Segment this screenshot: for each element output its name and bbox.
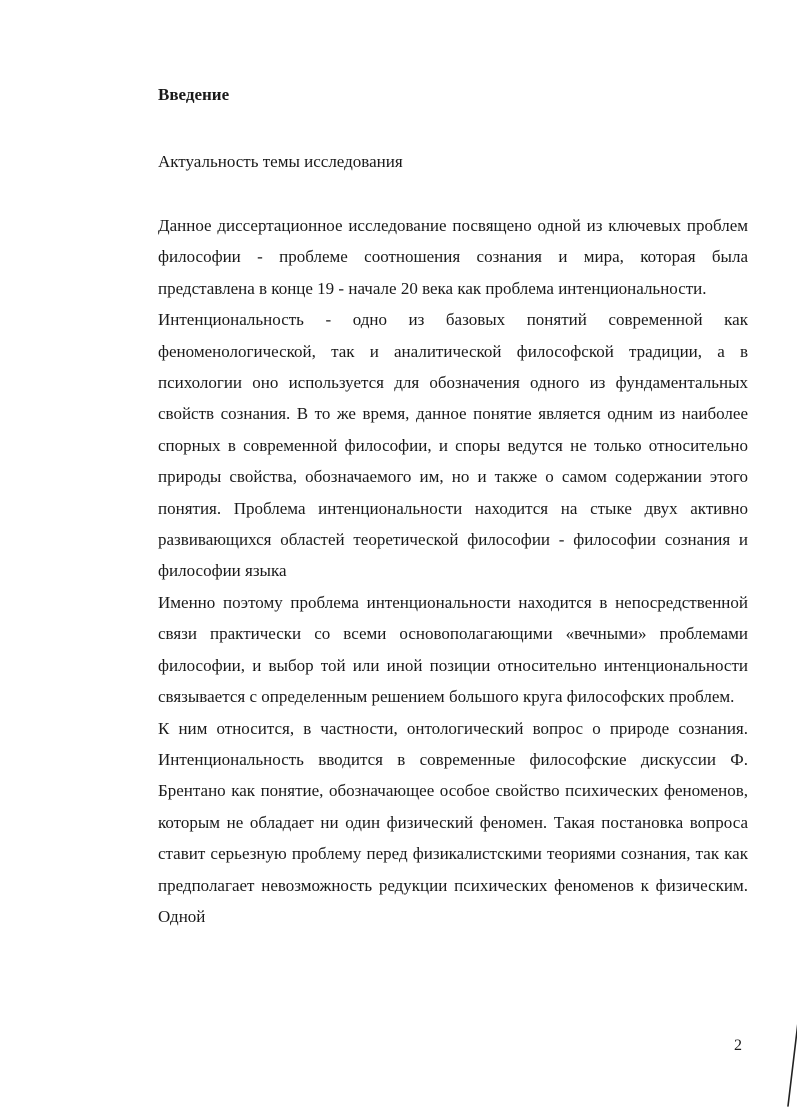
paragraph-3: Именно поэтому проблема интенциональности находится в непосредственной связи практически со всеми основополагающими «вечными» проблемами философии, и выбор той или иной позиции относительно интенциональности связывается с определенным решением большого круга философских проблем. <box>158 592 748 707</box>
margin-pen-stroke <box>770 1010 797 1110</box>
paragraph-4: К ним относится, в частности, онтологический вопрос о природе сознания. Интенциональность вводится в современные философские дискуссии Ф. Брентано как понятие, обозначающее особое свойство психических феноменов, которым не обладает ни один физический феномен. Такая постановка вопроса ставит серьезную проблему перед физикалистскими теориями сознания, так как предполагает невозможность редукции психических феноменов к физическим. Одной <box>158 718 748 926</box>
section-heading: Введение <box>158 85 230 104</box>
paragraph-1: Данное диссертационное исследование посвящено одной из ключевых проблем философии - проблеме соотношения сознания и мира, которая была представлена в конце 19 - начале 20 века как проблема интенциональности. <box>158 216 748 298</box>
page-number: 2 <box>734 1037 742 1054</box>
body-text <box>158 210 748 932</box>
paragraph-2: Интенциональность - одно из базовых понятий современной как феноменологической, так и аналитической философской традиции, а в психологии оно используется для обозначения одного из фундаментальных свойств сознания. В то же время, данное понятие является одним из наиболее спорных в современной философии, и споры ведутся не только относительно природы свойства, обозначаемого им, но и также о самом содержании этого понятия. Проблема интенциональности находится на стыке двух активно развивающихся областей теоретической философии - философии сознания и философии языка <box>158 310 748 581</box>
section-subheading: Актуальность темы исследования <box>158 152 403 171</box>
